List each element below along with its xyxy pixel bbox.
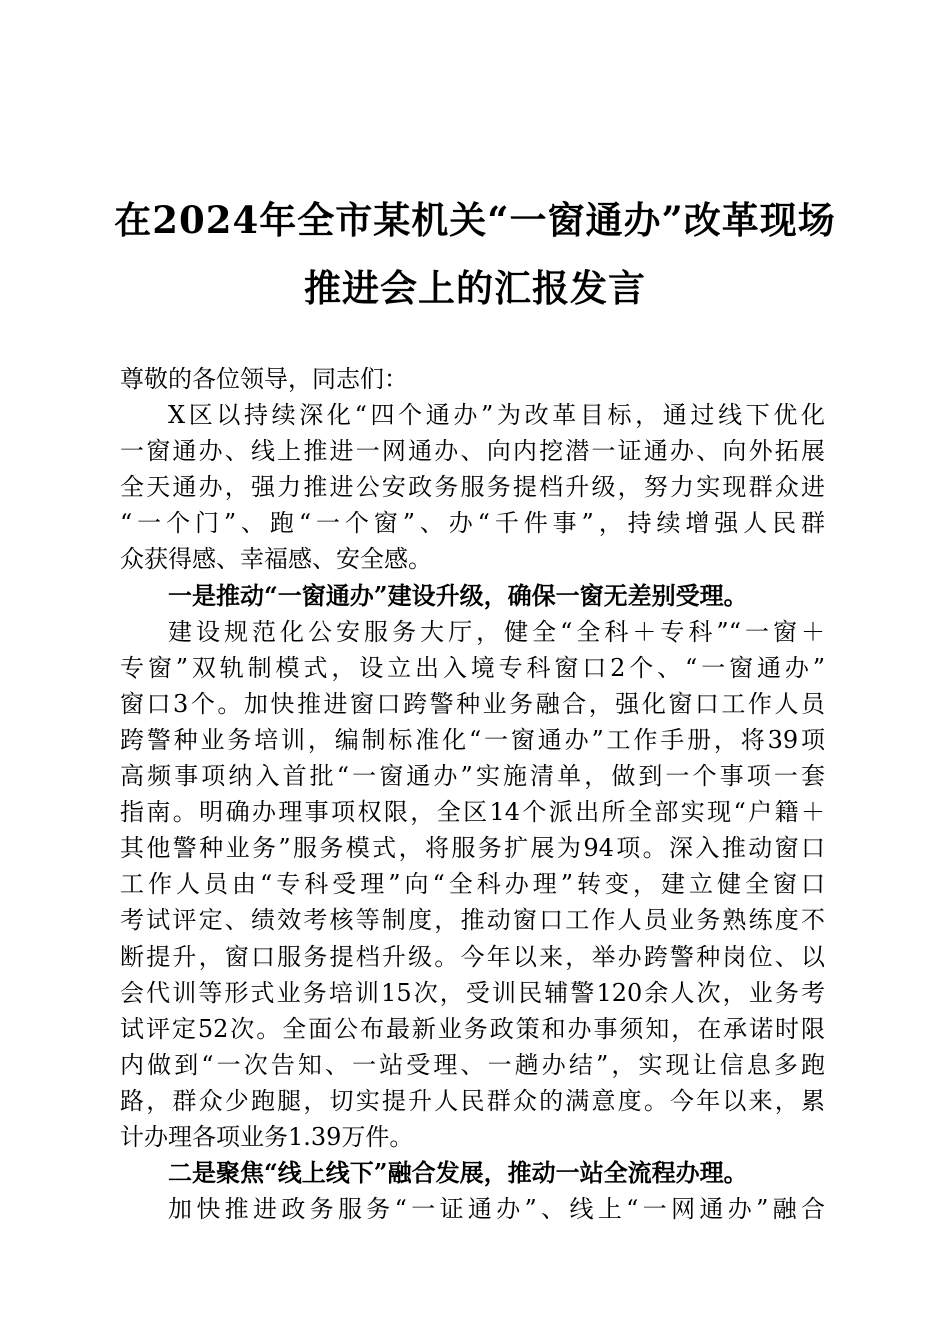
paragraph-line: 高频事项纳入首批“一窗通办”实施清单，做到一个事项一套 — [120, 762, 825, 791]
paragraph-line: 考试评定、绩效考核等制度，推动窗口工作人员业务熟练度不 — [120, 906, 825, 935]
paragraph-line: 路，群众少跑腿，切实提升人民群众的满意度。今年以来，累 — [120, 1086, 825, 1115]
paragraph-line: “一个门”、跑“一个窗”、办“千件事”，持续增强人民群 — [120, 509, 825, 538]
paragraph-line: 专窗”双轨制模式，设立出入境专科窗口2个、“一窗通办” — [120, 653, 825, 682]
paragraph-line: 窗口3个。加快推进窗口跨警种业务融合，强化窗口工作人员 — [120, 689, 825, 718]
paragraph-line: 断提升，窗口服务提档升级。今年以来，举办跨警种岗位、以 — [120, 942, 825, 971]
paragraph-line: 计办理各项业务1.39万件。 — [120, 1122, 414, 1151]
paragraph-line: 工作人员由“专科受理”向“全科办理”转变，建立健全窗口 — [120, 870, 825, 899]
paragraph-line: 跨警种业务培训，编制标准化“一窗通办”工作手册，将39项 — [120, 725, 825, 754]
paragraph-line: X区以持续深化“四个通办”为改革目标，通过线下优化 — [168, 401, 825, 430]
section-heading-1: 一是推动“一窗通办”建设升级，确保一窗无差别受理。 — [168, 580, 748, 610]
document-title-line-1: 在2024年全市某机关“一窗通办”改革现场 — [114, 198, 836, 242]
paragraph-line: 一窗通办、线上推进一网通办、向内挖潜一证通办、向外拓展 — [120, 437, 825, 466]
paragraph-line: 试评定52次。全面公布最新业务政策和办事须知，在承诺时限 — [120, 1014, 825, 1043]
paragraph-line: 其他警种业务”服务模式，将服务扩展为94项。深入推动窗口 — [120, 834, 825, 863]
salutation: 尊敬的各位领导，同志们： — [120, 365, 408, 393]
document-body — [120, 361, 825, 1227]
document-title-line-2: 推进会上的汇报发言 — [304, 266, 646, 310]
paragraph-line: 指南。明确办理事项权限，全区14个派出所全部实现“户籍＋ — [120, 798, 825, 827]
paragraph-line: 全天通办，强力推进公安政务服务提档升级，努力实现群众进 — [120, 473, 825, 502]
paragraph-line: 会代训等形式业务培训15次，受训民辅警120余人次，业务考 — [120, 978, 825, 1007]
section-heading-2: 二是聚焦“线上线下”融合发展，推动一站全流程办理。 — [168, 1158, 748, 1188]
paragraph-line: 内做到“一次告知、一站受理、一趟办结”，实现让信息多跑 — [120, 1050, 825, 1079]
paragraph-line: 众获得感、幸福感、安全感。 — [120, 545, 432, 574]
paragraph-line: 加快推进政务服务“一证通办”、线上“一网通办”融合 — [168, 1195, 825, 1224]
paragraph-line: 建设规范化公安服务大厅，健全“全科＋专科”“一窗＋ — [168, 617, 825, 646]
